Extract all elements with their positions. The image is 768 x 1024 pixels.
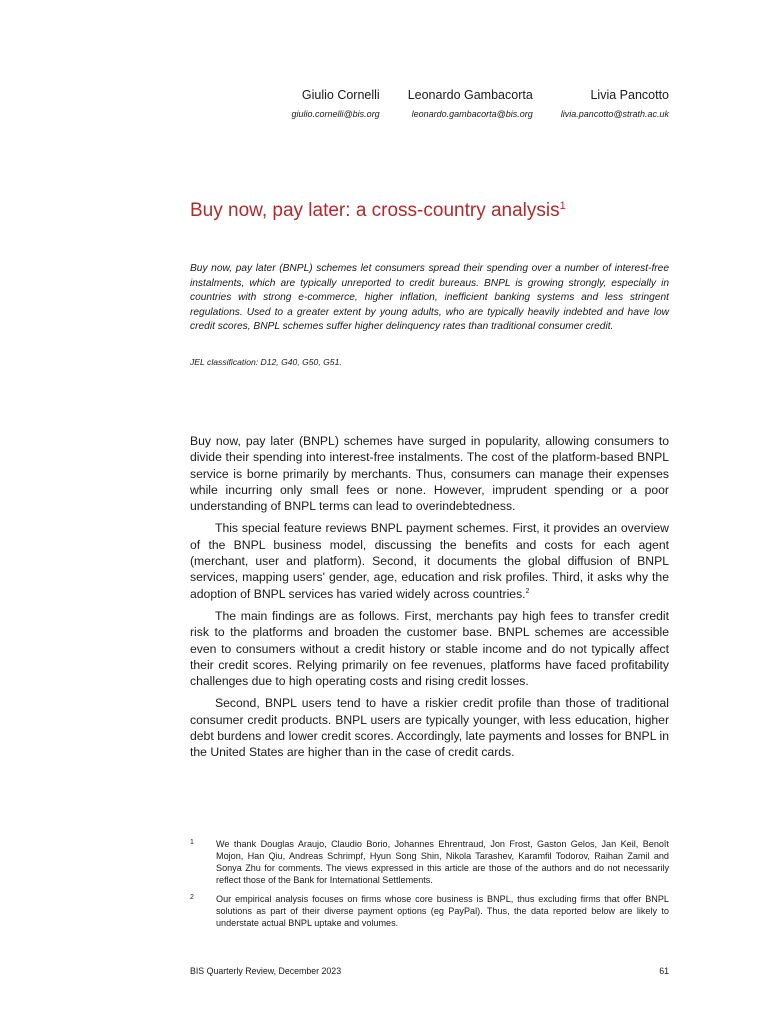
- journal-name: BIS Quarterly Review, December 2023: [190, 966, 342, 976]
- page-footer: [190, 966, 669, 976]
- title-footnote-marker[interactable]: 1: [559, 200, 566, 212]
- author-name: Leonardo Gambacorta: [407, 88, 533, 102]
- author-email[interactable]: livia.pancotto@strath.ac.uk: [560, 109, 669, 119]
- body-text: [190, 433, 669, 767]
- author-2: [408, 86, 533, 119]
- footnote-2: [190, 893, 669, 929]
- paragraph-2: [190, 520, 669, 601]
- footnote-1: [190, 838, 669, 886]
- footnote-number: 2: [190, 894, 194, 901]
- page-number: 61: [659, 966, 669, 976]
- author-name: Livia Pancotto: [590, 88, 669, 102]
- paragraph-4: Second, BNPL users tend to have a riskier credit profile than those of traditional consumer credit products. BNPL users are typically younger, with less education, higher debt burdens and lower credit scores. Accordingly, late payments and losses for BNPL in the United States are higher than in the case of credit cards.: [190, 696, 669, 760]
- paragraph-1: Buy now, pay later (BNPL) schemes have surged in popularity, allowing consumers to divide their spending into interest-free instalments. The cost of the platform-based BNPL service is borne primarily by merchants. Thus, consumers can manage their expenses while incurring only small fees or none. However, imprudent spending or a poor understanding of BNPL terms can lead to overindebtedness.: [190, 434, 669, 514]
- paragraph-2-text: This special feature reviews BNPL payment schemes. First, it provides an overview of the BNPL business model, discussing the benefits and costs for each agent (merchant, user and platform). Second, it documents the global diffusion of BNPL services, mapping users' gender, age, education and risk profiles. Third, it asks why the adoption of BNPL services has varied widely across countries.: [190, 521, 669, 601]
- author-3: [561, 86, 669, 119]
- jel-classification: JEL classification: D12, G40, G50, G51.: [190, 357, 342, 367]
- footnote-marker-2[interactable]: 2: [525, 587, 530, 595]
- abstract: Buy now, pay later (BNPL) schemes let consumers spread their spending over a number of interest-free instalments, which are typically unreported to credit bureaus. BNPL is growing strongly, especially in countries with strong e-commerce, higher inflation, inefficient banking systems and less stringent regulations. Used to a greater extent by young adults, who are typically heavily indebted and have low credit scores, BNPL schemes suffer higher delinquency rates than traditional consumer credit.: [190, 263, 669, 333]
- paragraph-3: The main findings are as follows. First, merchants pay high fees to transfer credit risk to the platforms and broaden the customer base. BNPL schemes are accessible even to consumers without a credit history or stable income and do not typically affect their credit scores. Relying primarily on fee revenues, platforms have faced profitability challenges due to high operating costs and rising credit losses.: [190, 608, 669, 689]
- author-name: Giulio Cornelli: [301, 88, 380, 102]
- footnotes: [190, 838, 669, 936]
- title-text: Buy now, pay later: a cross-country analysis: [190, 200, 560, 221]
- author-1: [292, 86, 380, 119]
- footnote-text: We thank Douglas Araujo, Claudio Borio, Johannes Ehrentraud, Jon Frost, Gaston Gelos, Jan Keil, Benoît Mojon, Han Qiu, Andreas Schrimpf, Hyun Song Shin, Nikola Tarashev, Karamfil Todorov, Raihan Zamil and Sonya Zhu for comments. The views expressed in this article are those of the authors and do not necessarily reflect those of the Bank for International Settlements.: [216, 839, 669, 885]
- footnote-number: 1: [190, 839, 194, 846]
- article-title: [190, 200, 669, 222]
- author-email[interactable]: leonardo.gambacorta@bis.org: [411, 109, 533, 119]
- author-email[interactable]: giulio.cornelli@bis.org: [291, 109, 380, 119]
- author-list: [190, 86, 669, 119]
- footnote-text: Our empirical analysis focuses on firms whose core business is BNPL, thus excluding firms that offer BNPL solutions as part of their diverse payment options (eg PayPal). Thus, the data reported below are likely to understate actual BNPL uptake and volumes.: [216, 894, 669, 928]
